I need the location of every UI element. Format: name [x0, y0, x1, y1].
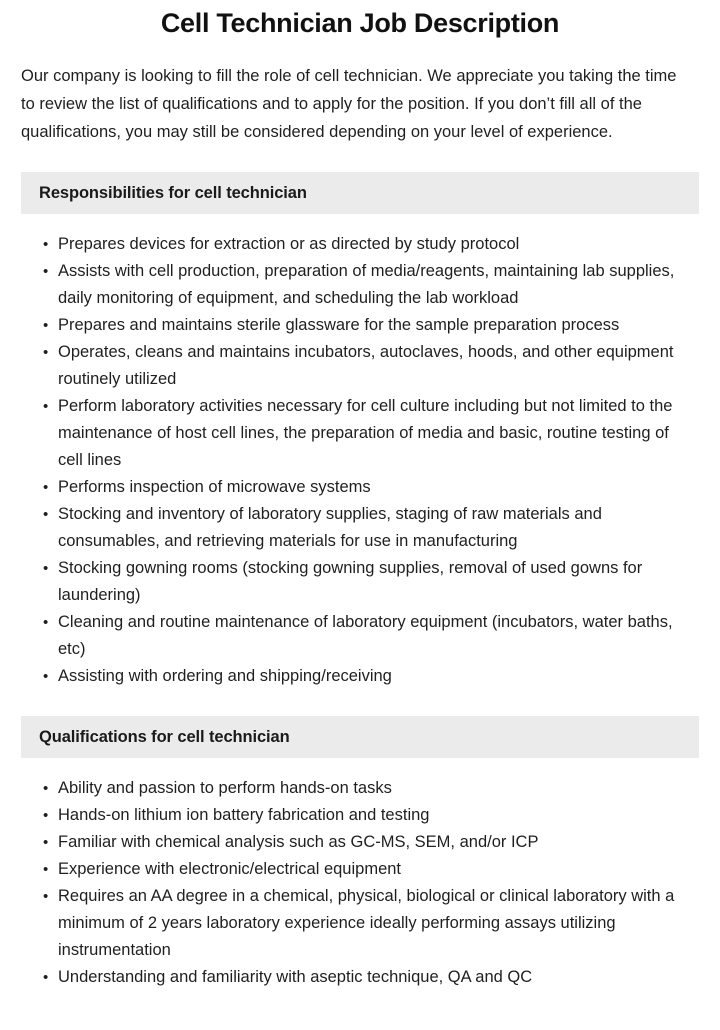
list-item: • Stocking and inventory of laboratory supplies, staging of raw materials and consumables, and retrieving materials for use in manufacturing [58, 501, 696, 555]
list-item: • Operates, cleans and maintains incubators, autoclaves, hoods, and other equipment routinely utilized [58, 339, 696, 393]
list-item: • Assisting with ordering and shipping/receiving [58, 663, 696, 690]
list-item: • Ability and passion to perform hands-on tasks [58, 775, 696, 802]
list-item: • Familiar with chemical analysis such as GC-MS, SEM, and/or ICP [58, 829, 696, 856]
list-item: • Experience with electronic/electrical equipment [58, 856, 696, 883]
list-item: • Performs inspection of microwave systems [58, 474, 696, 501]
list-item: • Understanding and familiarity with aseptic technique, QA and QC [58, 964, 696, 991]
list-item: • Hands-on lithium ion battery fabrication and testing [58, 802, 696, 829]
qualifications-list [0, 758, 720, 991]
intro-paragraph: Our company is looking to fill the role of cell technician. We appreciate you taking the time to review the list of qualifications and to apply for the position. If you don’t fill all of the qualifications, you may still be considered depending on your level of experience. [21, 67, 677, 141]
list-item: • Assists with cell production, preparation of media/reagents, maintaining lab supplies, daily monitoring of equipment, and scheduling the lab workload [58, 258, 696, 312]
list-item: • Perform laboratory activities necessary for cell culture including but not limited to the maintenance of host cell lines, the preparation of media and basic, routine testing of cell lines [58, 393, 696, 474]
section-heading-label: Qualifications for cell technician [39, 727, 290, 746]
section-header-responsibilities [21, 172, 699, 214]
responsibilities-list [0, 214, 720, 690]
list-item: • Cleaning and routine maintenance of laboratory equipment (incubators, water baths, etc) [58, 609, 696, 663]
section-heading-label: Responsibilities for cell technician [39, 183, 307, 202]
page-title: Cell Technician Job Description [160, 8, 560, 38]
list-item: • Prepares devices for extraction or as directed by study protocol [58, 231, 696, 258]
list-item: • Stocking gowning rooms (stocking gowning supplies, removal of used gowns for laundering) [58, 555, 696, 609]
list-item: • Prepares and maintains sterile glassware for the sample preparation process [58, 312, 696, 339]
list-item: • Requires an AA degree in a chemical, physical, biological or clinical laboratory with a minimum of 2 years laboratory experience ideally performing assays utilizing instrumentation [58, 883, 696, 964]
section-header-qualifications [21, 716, 699, 758]
